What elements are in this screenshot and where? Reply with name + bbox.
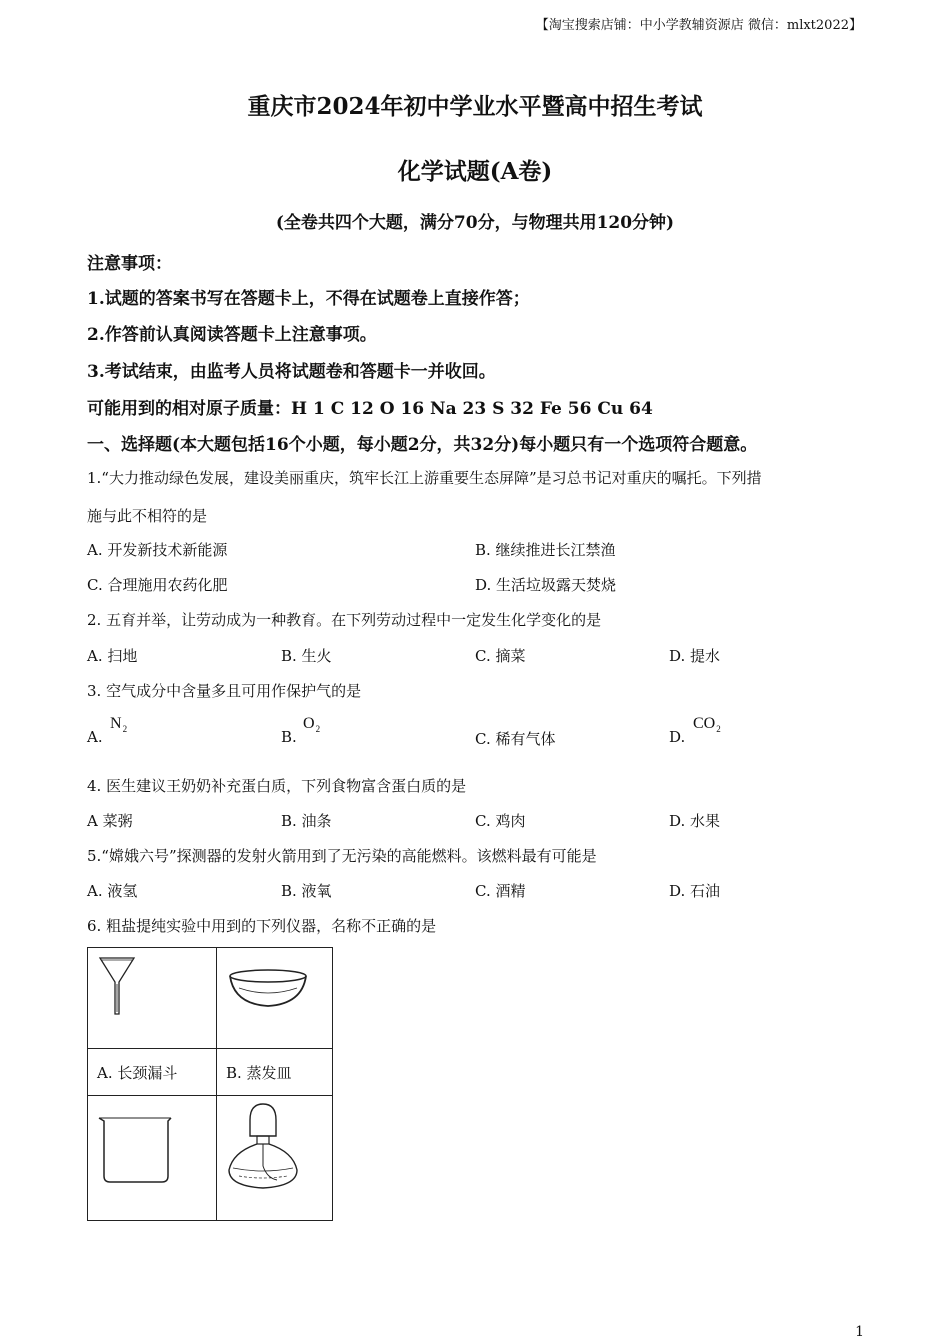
- question-5-stem: 5.“嫦娥六号”探测器的发射火箭用到了无污染的高能燃料。该燃料最有可能是: [87, 847, 597, 865]
- notes-heading: 注意事项：: [87, 254, 172, 274]
- question-2-option-c: C. 摘菜: [475, 647, 526, 665]
- question-3-option-d-letter: D.: [669, 728, 686, 746]
- question-3-option-a-formula: $N_2$: [110, 715, 128, 734]
- apparatus-cell-a: [88, 948, 217, 1049]
- apparatus-cell-c: [88, 1096, 217, 1221]
- atomic-masses: 可能用到的相对原子质量：H 1 C 12 O 16 Na 23 S 32 Fe 56 Cu 64: [87, 399, 653, 419]
- apparatus-label-b: B. 蒸发皿: [217, 1049, 333, 1096]
- question-6-stem: 6. 粗盐提纯实验中用到的下列仪器，名称不正确的是: [87, 917, 437, 935]
- question-1-stem: 1.“大力推动绿色发展，建设美丽重庆，筑牢长江上游重要生态屏障”是习总书记对重庆的嘱托。下列措: [87, 469, 762, 487]
- beaker-icon: [88, 1096, 216, 1216]
- question-1-option-c: C. 合理施用农药化肥: [87, 576, 228, 594]
- question-2-option-d: D. 提水: [669, 647, 721, 665]
- question-2-option-b: B. 生火: [281, 647, 332, 665]
- funnel-icon: [88, 948, 216, 1044]
- question-4-option-b: B. 油条: [281, 812, 332, 830]
- question-5-option-c: C. 酒精: [475, 882, 526, 900]
- apparatus-cell-b: [217, 948, 333, 1049]
- question-2-stem: 2. 五育并举，让劳动成为一种教育。在下列劳动过程中一定发生化学变化的是: [87, 611, 602, 629]
- apparatus-cell-d: [217, 1096, 333, 1221]
- note-item: 3.考试结束，由监考人员将试题卷和答题卡一并收回。: [87, 362, 496, 382]
- alcohol-lamp-icon: [217, 1096, 332, 1216]
- header-note: 【淘宝搜索店铺：中小学教辅资源店 微信：mlxt2022】: [535, 18, 862, 33]
- question-4-option-a: A 菜粥: [87, 812, 133, 830]
- question-1-stem-cont: 施与此不相符的是: [87, 507, 208, 525]
- apparatus-label-a: A. 长颈漏斗: [88, 1049, 217, 1096]
- note-item: 1.试题的答案书写在答题卡上，不得在试题卷上直接作答；: [87, 289, 530, 309]
- apparatus-table: [87, 947, 333, 1221]
- question-4-stem: 4. 医生建议王奶奶补充蛋白质，下列食物富含蛋白质的是: [87, 777, 467, 795]
- question-2-option-a: A. 扫地: [87, 647, 138, 665]
- question-3-option-a-letter: A.: [87, 728, 103, 746]
- page-number: 1: [855, 1324, 864, 1340]
- page-subtitle: 化学试题(A卷): [397, 158, 553, 185]
- note-item: 2.作答前认真阅读答题卡上注意事项。: [87, 325, 377, 345]
- question-4-option-c: C. 鸡肉: [475, 812, 526, 830]
- question-5-option-a: A. 液氢: [87, 882, 138, 900]
- question-1-option-d: D. 生活垃圾露天焚烧: [475, 576, 617, 594]
- question-3-option-b-letter: B.: [281, 728, 297, 746]
- question-5-option-b: B. 液氧: [281, 882, 332, 900]
- question-3-stem: 3. 空气成分中含量多且可用作保护气的是: [87, 682, 362, 700]
- question-3-option-b-formula: $O_2$: [303, 715, 321, 734]
- evaporating-dish-icon: [217, 948, 332, 1044]
- question-5-option-d: D. 石油: [669, 882, 721, 900]
- page-title: 重庆市2024年初中学业水平暨高中招生考试: [247, 93, 703, 120]
- question-1-option-a: A. 开发新技术新能源: [87, 541, 228, 559]
- question-1-option-b: B. 继续推进长江禁渔: [475, 541, 616, 559]
- question-4-option-d: D. 水果: [669, 812, 721, 830]
- exam-info: (全卷共四个大题，满分70分，与物理共用120分钟): [275, 213, 675, 233]
- question-3-option-c: C. 稀有气体: [475, 730, 556, 748]
- section-heading: 一、选择题(本大题包括16个小题，每小题2分，共32分)每小题只有一个选项符合题意。: [87, 435, 758, 455]
- question-3-option-d-formula: $CO_2$: [693, 715, 721, 734]
